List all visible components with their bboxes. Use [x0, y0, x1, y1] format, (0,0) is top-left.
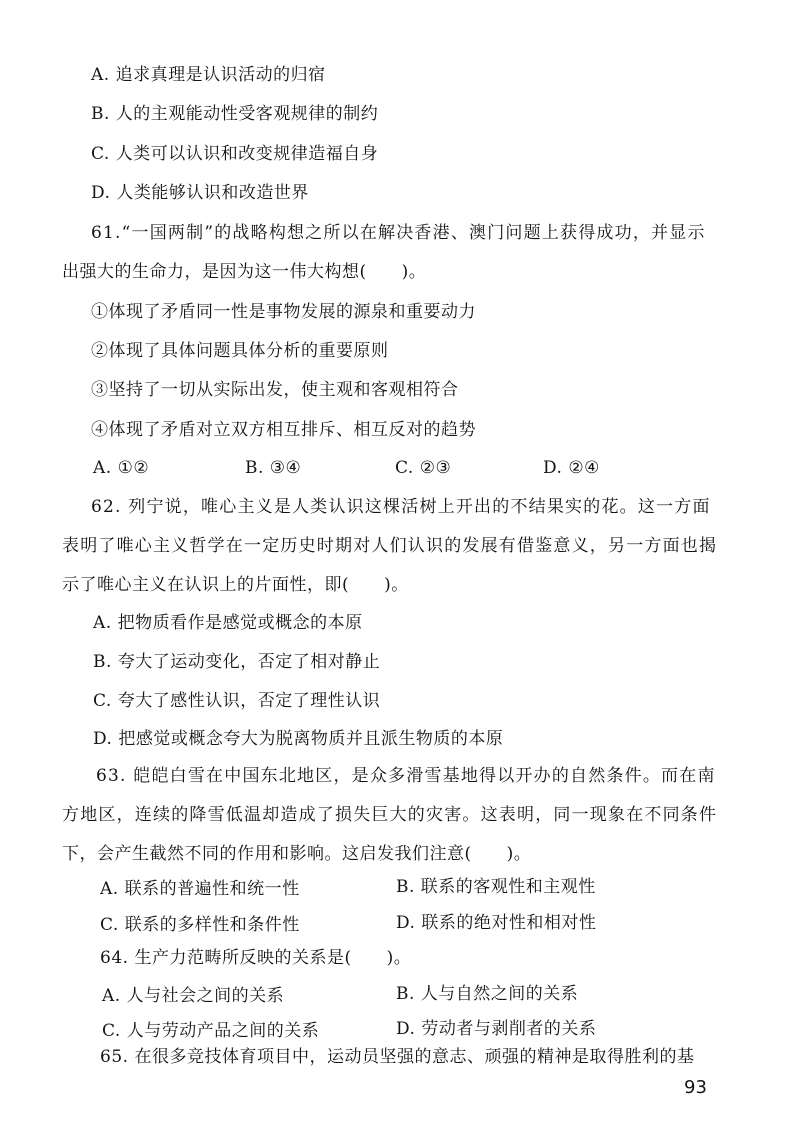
q64-option-d: D. 劳动者与剥削者的关系 [396, 1019, 597, 1039]
q61-stem-line-2: 出强大的生命力，是因为这一伟大构想( )。 [62, 262, 427, 282]
q62-option-b: B. 夸大了运动变化，否定了相对静止 [93, 652, 381, 672]
page-number: 93 [684, 1077, 707, 1098]
q64-option-c: C. 人与劳动产品之间的关系 [102, 1021, 320, 1041]
q60-option-d: D. 人类能够认识和改造世界 [91, 183, 309, 203]
q62-stem-line-3: 示了唯心主义在认识上的片面性，即( )。 [62, 575, 409, 595]
q65-stem-line-1: 65. 在很多竞技体育项目中，运动员坚强的意志、顽强的精神是取得胜利的基 [100, 1047, 695, 1067]
q62-option-a: A. 把物质看作是感觉或概念的本原 [93, 613, 363, 633]
q61-option-d: D. ②④ [543, 458, 600, 478]
q63-option-d: D. 联系的绝对性和相对性 [396, 913, 597, 933]
q63-option-b: B. 联系的客观性和主观性 [396, 877, 596, 897]
q61-statement-2: ②体现了具体问题具体分析的重要原则 [91, 341, 389, 361]
q62-stem-line-1: 62. 列宁说，唯心主义是人类认识这棵活树上开出的不结果实的花。这一方面 [91, 497, 711, 517]
q63-stem-line-3: 下，会产生截然不同的作用和影响。这启发我们注意( )。 [62, 844, 532, 864]
q63-option-c: C. 联系的多样性和条件性 [100, 915, 300, 935]
q63-stem-line-1: 63. 皑皑白雪在中国东北地区，是众多滑雪基地得以开办的自然条件。而在南 [96, 766, 716, 786]
q61-stem-line-1: 61.“一国两制”的战略构想之所以在解决香港、澳门问题上获得成功，并显示 [91, 223, 706, 243]
q61-statement-4: ④体现了矛盾对立双方相互排斥、相互反对的趋势 [91, 420, 476, 440]
q63-stem-line-2: 方地区，连续的降雪低温却造成了损失巨大的灾害。这表明，同一现象在不同条件 [62, 805, 718, 825]
q64-stem: 64. 生产力范畴所反映的关系是( )。 [100, 948, 412, 968]
q64-option-b: B. 人与自然之间的关系 [396, 984, 579, 1004]
q62-stem-line-2: 表明了唯心主义哲学在一定历史时期对人们认识的发展有借鉴意义，另一方面也揭 [62, 536, 718, 556]
q61-option-b: B. ③④ [245, 458, 302, 478]
q61-option-c: C. ②③ [395, 458, 452, 478]
q60-option-c: C. 人类可以认识和改变规律造福自身 [91, 144, 379, 164]
q61-option-a: A. ①② [93, 458, 150, 478]
q62-option-d: D. 把感觉或概念夸大为脱离物质并且派生物质的本原 [93, 729, 504, 749]
q60-option-a: A. 追求真理是认识活动的归宿 [91, 65, 326, 85]
q61-statement-3: ③坚持了一切从实际出发，使主观和客观相符合 [91, 380, 459, 400]
q60-option-b: B. 人的主观能动性受客观规律的制约 [91, 104, 379, 124]
q64-option-a: A. 人与社会之间的关系 [102, 986, 285, 1006]
q63-option-a: A. 联系的普遍性和统一性 [100, 879, 300, 899]
q61-statement-1: ①体现了矛盾同一性是事物发展的源泉和重要动力 [91, 302, 476, 322]
q62-option-c: C. 夸大了感性认识，否定了理性认识 [93, 691, 381, 711]
